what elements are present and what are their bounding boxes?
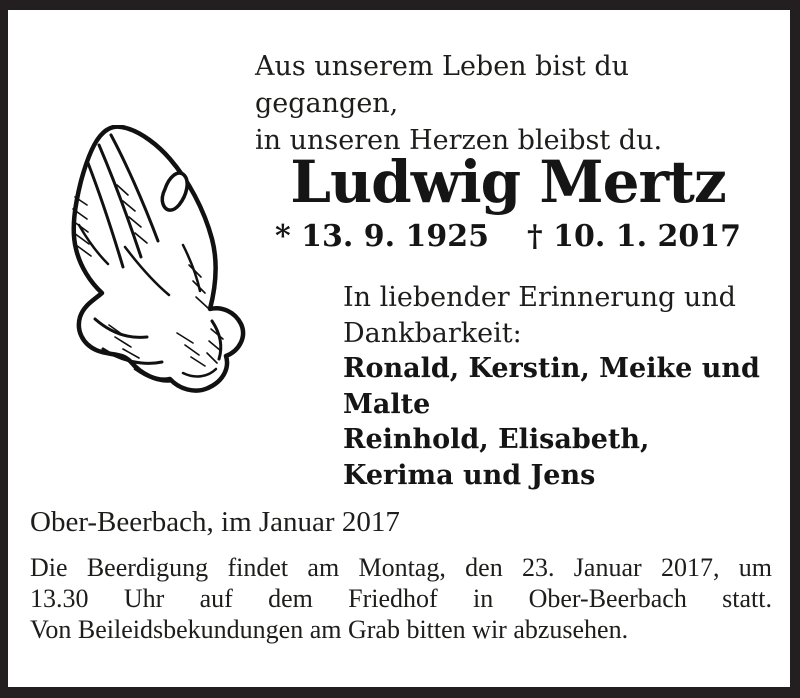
funeral-line: 13.30 Uhr auf dem Friedhof in Ober-Beerbach statt. xyxy=(30,584,772,613)
birth-date: * 13. 9. 1925 xyxy=(274,219,489,254)
verse-line: in unseren Herzen bleibst du. xyxy=(255,125,663,156)
life-dates xyxy=(246,219,770,254)
memorial-line: Reinhold, Elisabeth, xyxy=(343,424,650,455)
praying-hands-icon xyxy=(65,125,250,425)
memorial-line: Ronald, Kerstin, Meike und xyxy=(343,353,760,384)
memorial-line: In liebender Erinnerung und xyxy=(343,282,736,313)
dateline: Ober-Beerbach, im Januar 2017 xyxy=(30,506,400,538)
death-date: † 10. 1. 2017 xyxy=(527,219,742,254)
opening-verse xyxy=(255,48,775,159)
funeral-line: Von Beileidsbekundungen am Grab bitten wir abzusehen. xyxy=(30,615,629,644)
memorial-line: Kerima und Jens xyxy=(343,459,596,491)
memorial-line: Malte xyxy=(343,388,431,420)
memorial-line: Dankbarkeit: xyxy=(343,317,522,349)
memorial-block xyxy=(343,280,760,493)
deceased-name: Ludwig Mertz xyxy=(290,148,726,216)
funeral-announcement xyxy=(30,552,772,645)
funeral-line: Die Beerdigung findet am Montag, den 23. Januar 2017, um xyxy=(30,553,772,582)
verse-line: Aus unserem Leben bist du gegangen, xyxy=(255,51,630,119)
